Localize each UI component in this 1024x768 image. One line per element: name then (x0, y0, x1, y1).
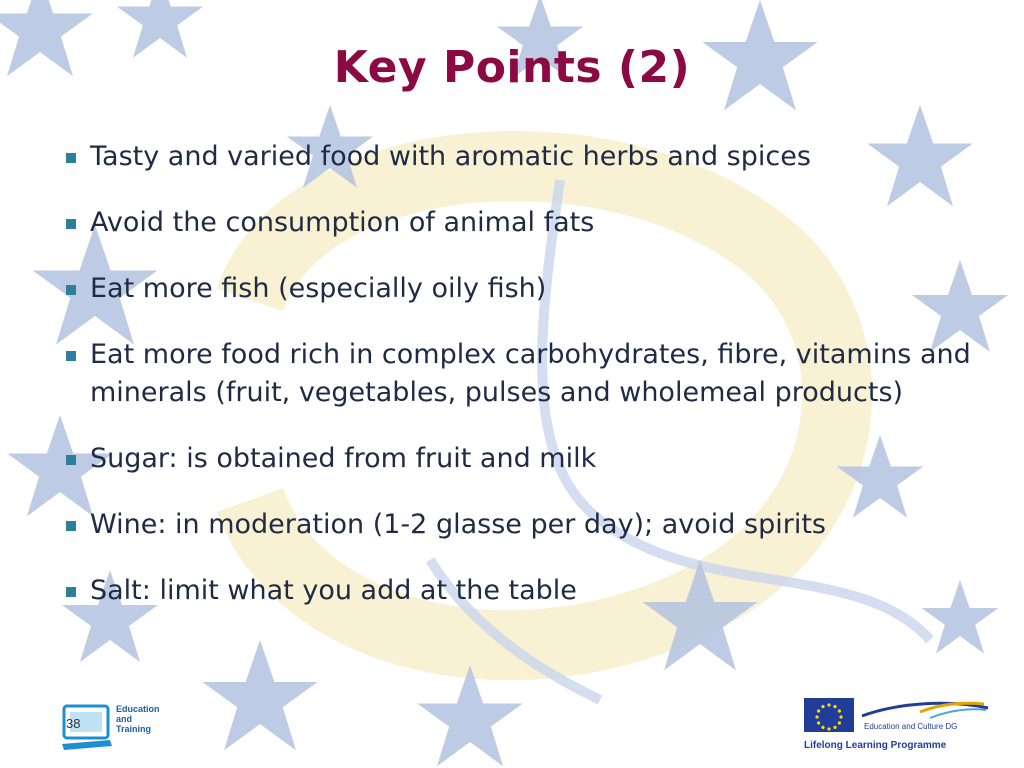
bullet-item (62, 572, 982, 610)
bullet-text: Eat more fish (especially oily fish) (90, 273, 547, 304)
bullet-item (62, 440, 982, 478)
eu-dg-text: Education and Culture DG (864, 722, 958, 731)
square-bullet-icon (66, 587, 76, 597)
square-bullet-icon (66, 285, 76, 295)
bullet-list (62, 138, 982, 638)
bullet-item (62, 270, 982, 308)
slide-title: Key Points (2) (333, 42, 691, 93)
bullet-item (62, 506, 982, 544)
square-bullet-icon (66, 153, 76, 163)
bullet-text: Avoid the consumption of animal fats (90, 207, 595, 238)
programme-text: Lifelong Learning Programme (804, 740, 947, 751)
education-training-text: Education and Training (116, 704, 160, 734)
bullet-item (62, 138, 982, 176)
eu-flag-icon (804, 698, 854, 732)
square-bullet-icon (66, 219, 76, 229)
square-bullet-icon (66, 351, 76, 361)
bullet-text: Sugar: is obtained from fruit and milk (90, 443, 597, 474)
bullet-item (62, 204, 982, 242)
square-bullet-icon (66, 455, 76, 465)
bullet-text: Eat more food rich in complex carbohydrates, fibre, vitamins and minerals (fruit, vegetables, pulses and wholemeal products) (90, 339, 971, 408)
bullet-item (62, 336, 982, 412)
eu-programme-logo (800, 694, 1000, 756)
swoosh-icon (860, 698, 990, 722)
bullet-text: Wine: in moderation (1-2 glasse per day); avoid spirits (90, 509, 826, 540)
bullet-text: Tasty and varied food with aromatic herbs and spices (90, 141, 811, 172)
square-bullet-icon (66, 521, 76, 531)
page-number: 38 (66, 716, 81, 731)
bullet-text: Salt: limit what you add at the table (90, 575, 577, 606)
